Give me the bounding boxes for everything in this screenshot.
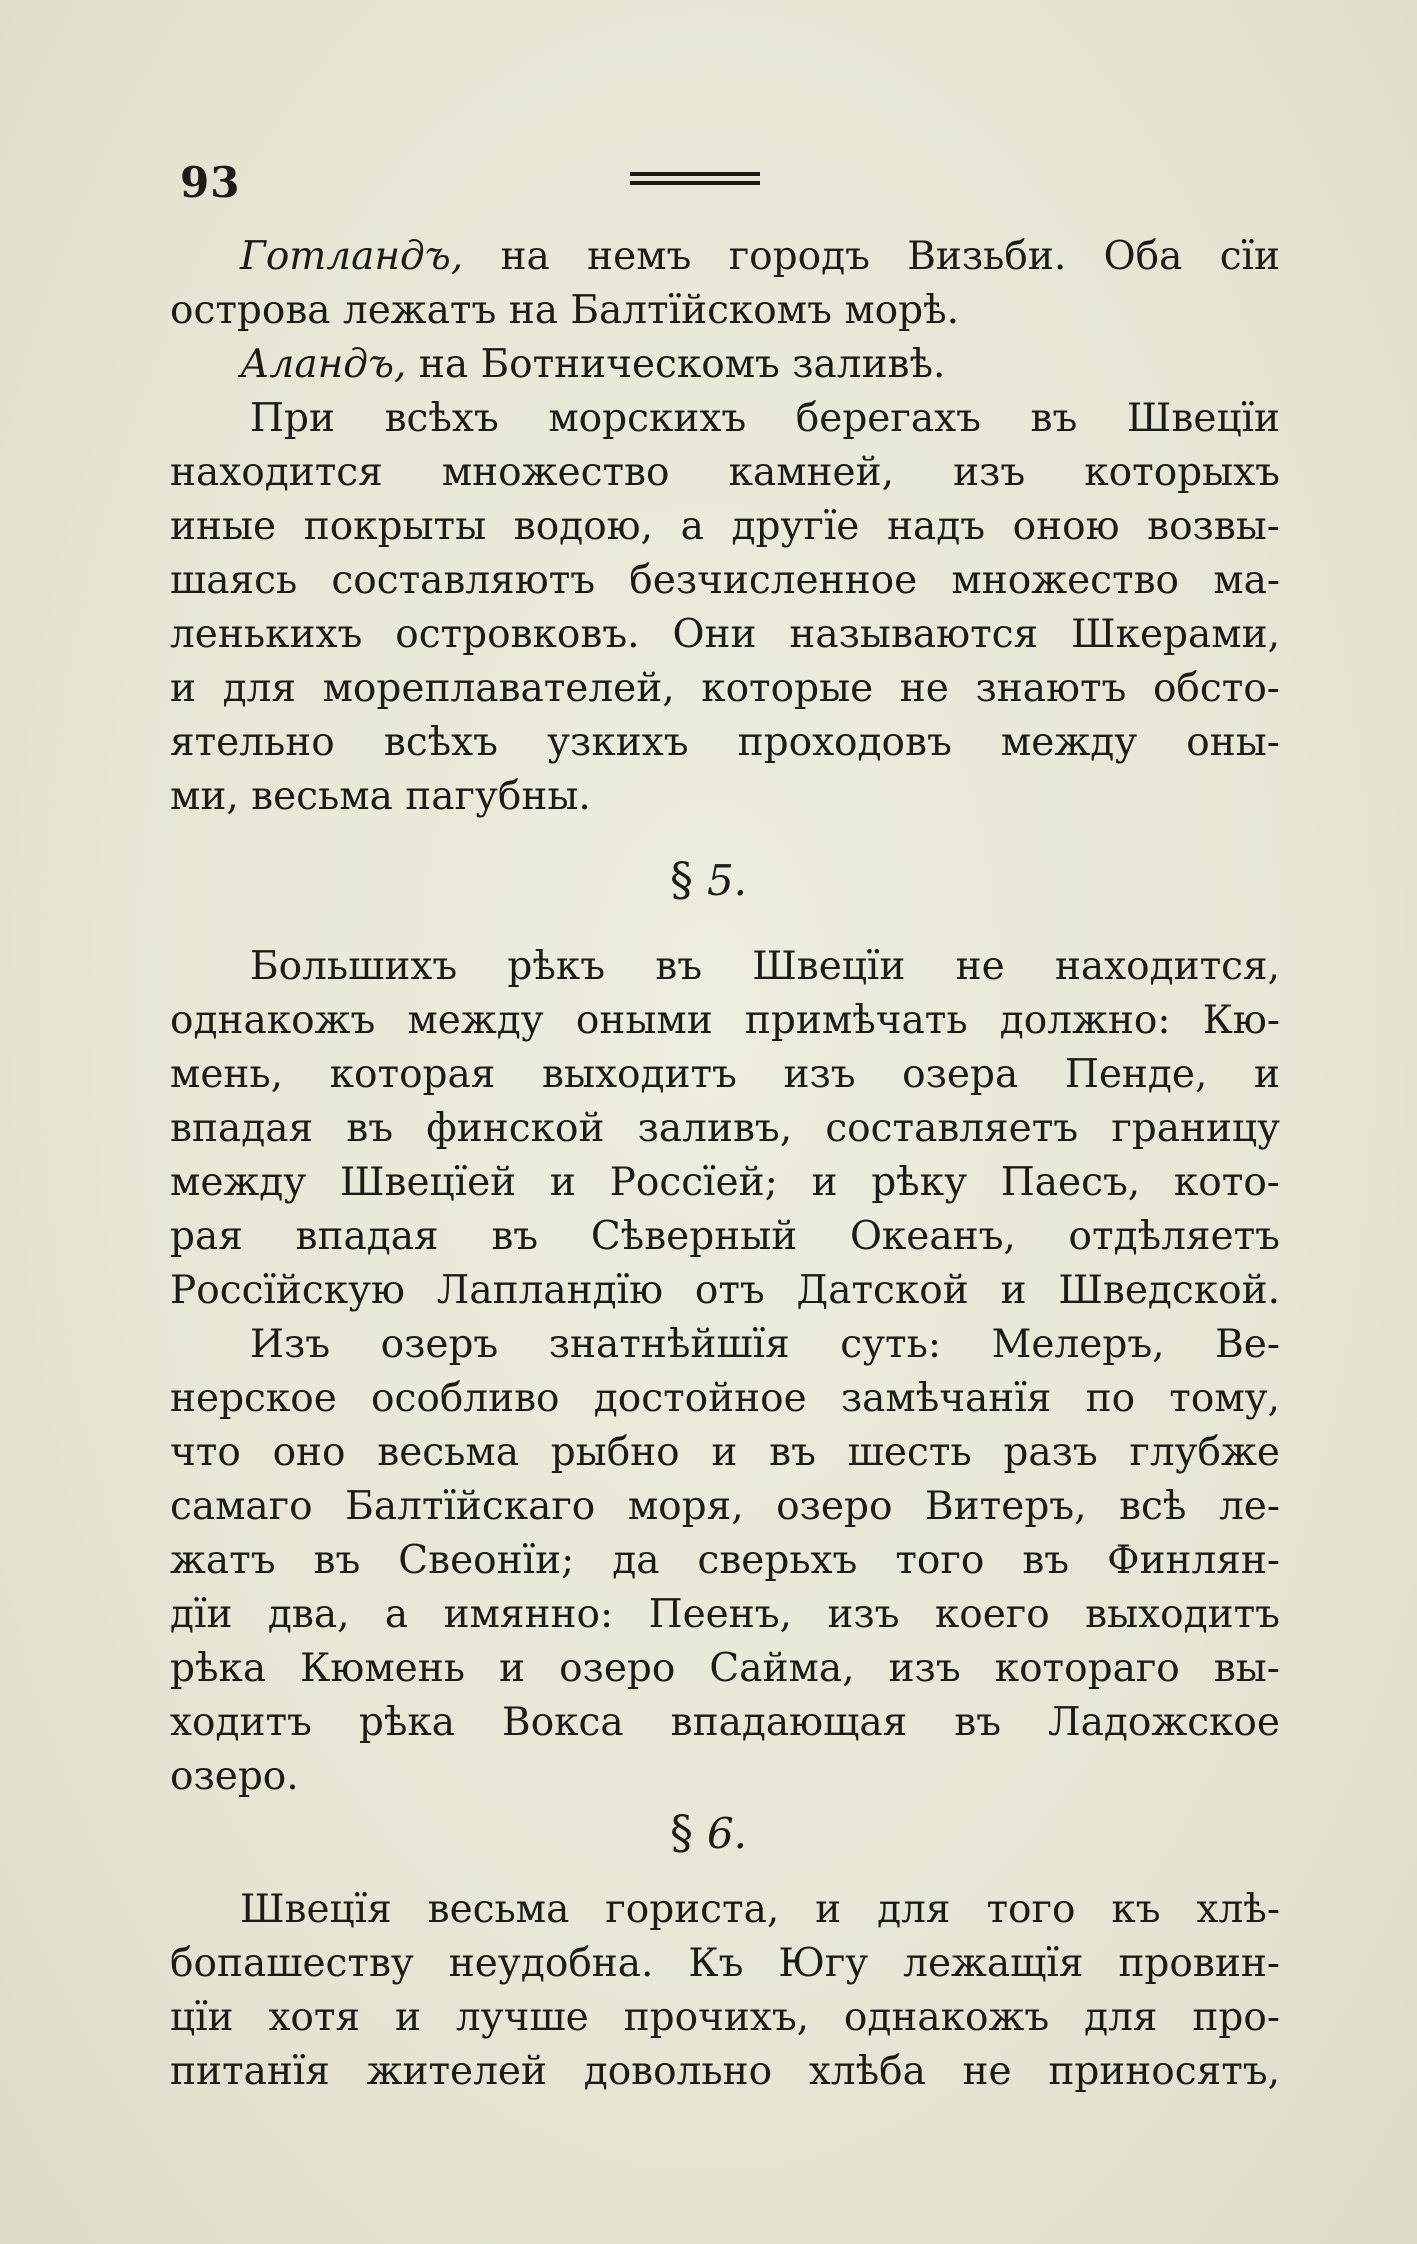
section-sign: § bbox=[669, 1805, 693, 1859]
text-line: шаясь составляютъ безчисленное множество ма- bbox=[170, 558, 1280, 603]
text-line: ленькихъ островковъ. Они называются Шкерами, bbox=[170, 612, 1280, 657]
text-line: и для мореплавателей, которые не знаютъ обсто- bbox=[170, 666, 1280, 711]
paragraph-islands bbox=[170, 230, 1280, 824]
text-line: нерское особливо достойное замѣчанïя по тому, bbox=[170, 1376, 1280, 1421]
text-line: жатъ въ Свеонïи; да сверьхъ того въ Финлян- bbox=[170, 1538, 1280, 1583]
paragraph-agriculture bbox=[170, 1883, 1280, 2099]
text-line: самаго Балтïйскаго моря, озеро Витеръ, всѣ ле- bbox=[170, 1484, 1280, 1529]
text-line: дïи два, а имянно: Пеенъ, изъ коего выходитъ bbox=[170, 1592, 1280, 1637]
text-line: питанïя жителей довольно хлѣба не приносятъ, bbox=[170, 2049, 1280, 2094]
text-line: ходитъ рѣка Вокса впадающая въ Ладожское bbox=[170, 1700, 1280, 1745]
page-number: 93 bbox=[180, 158, 241, 207]
section-number: 6. bbox=[706, 1809, 748, 1858]
section-heading-6 bbox=[0, 1805, 1417, 1859]
page-header bbox=[180, 150, 1280, 210]
text-line: находится множество камней, изъ которыхъ bbox=[170, 450, 1280, 495]
text-line: острова лежатъ на Балтïйскомъ морѣ. bbox=[170, 288, 960, 333]
text-line: цïи хотя и лучше прочихъ, однакожъ для про- bbox=[170, 1995, 1280, 2040]
section-number: 5. bbox=[706, 856, 748, 905]
text-line: Аландъ, на Ботническомъ заливѣ. bbox=[240, 342, 946, 387]
text-line: Швецïя весьма гориста, и для того къ хлѣ- bbox=[240, 1887, 1280, 1932]
text-line: Россïйскую Лапландïю отъ Датской и Шведской. bbox=[170, 1268, 1280, 1313]
text-line: между Швецïей и Россïей; и рѣку Паесъ, кото- bbox=[170, 1160, 1280, 1205]
text-line: Готландъ, на немъ городъ Визьби. Оба сïи bbox=[240, 234, 1280, 279]
header-ornament-rule bbox=[630, 172, 760, 188]
text-line: При всѣхъ морскихъ берегахъ въ Швецïи bbox=[250, 396, 1280, 441]
text-line: впадая въ финской заливъ, составляетъ границу bbox=[170, 1106, 1280, 1151]
text-line: ми, весьма пагубны. bbox=[170, 774, 591, 819]
text-line: мень, которая выходитъ изъ озера Пенде, и bbox=[170, 1052, 1280, 1097]
text-line: Изъ озеръ знатнѣйшïя суть: Мелеръ, Ве- bbox=[250, 1322, 1280, 1367]
text-line: рая впадая въ Сѣверный Океанъ, отдѣляетъ bbox=[170, 1214, 1280, 1259]
section-sign: § bbox=[669, 852, 693, 906]
section-heading-5 bbox=[0, 852, 1417, 906]
text-line: бопашеству неудобна. Къ Югу лежащïя провин- bbox=[170, 1941, 1280, 1986]
text-line: ятельно всѣхъ узкихъ проходовъ между оны- bbox=[170, 720, 1280, 765]
paragraph-rivers-lakes bbox=[170, 940, 1280, 1804]
text-line: рѣка Кюмень и озеро Сайма, изъ котораго вы- bbox=[170, 1646, 1280, 1691]
text-line: однакожъ между оными примѣчать должно: Кю- bbox=[170, 998, 1280, 1043]
text-line: что оно весьма рыбно и въ шесть разъ глубже bbox=[170, 1430, 1280, 1475]
text-line: озеро. bbox=[170, 1754, 299, 1799]
text-line: Большихъ рѣкъ въ Швецïи не находится, bbox=[250, 944, 1280, 989]
text-line: иные покрыты водою, а другïе надъ оною возвы- bbox=[170, 504, 1280, 549]
